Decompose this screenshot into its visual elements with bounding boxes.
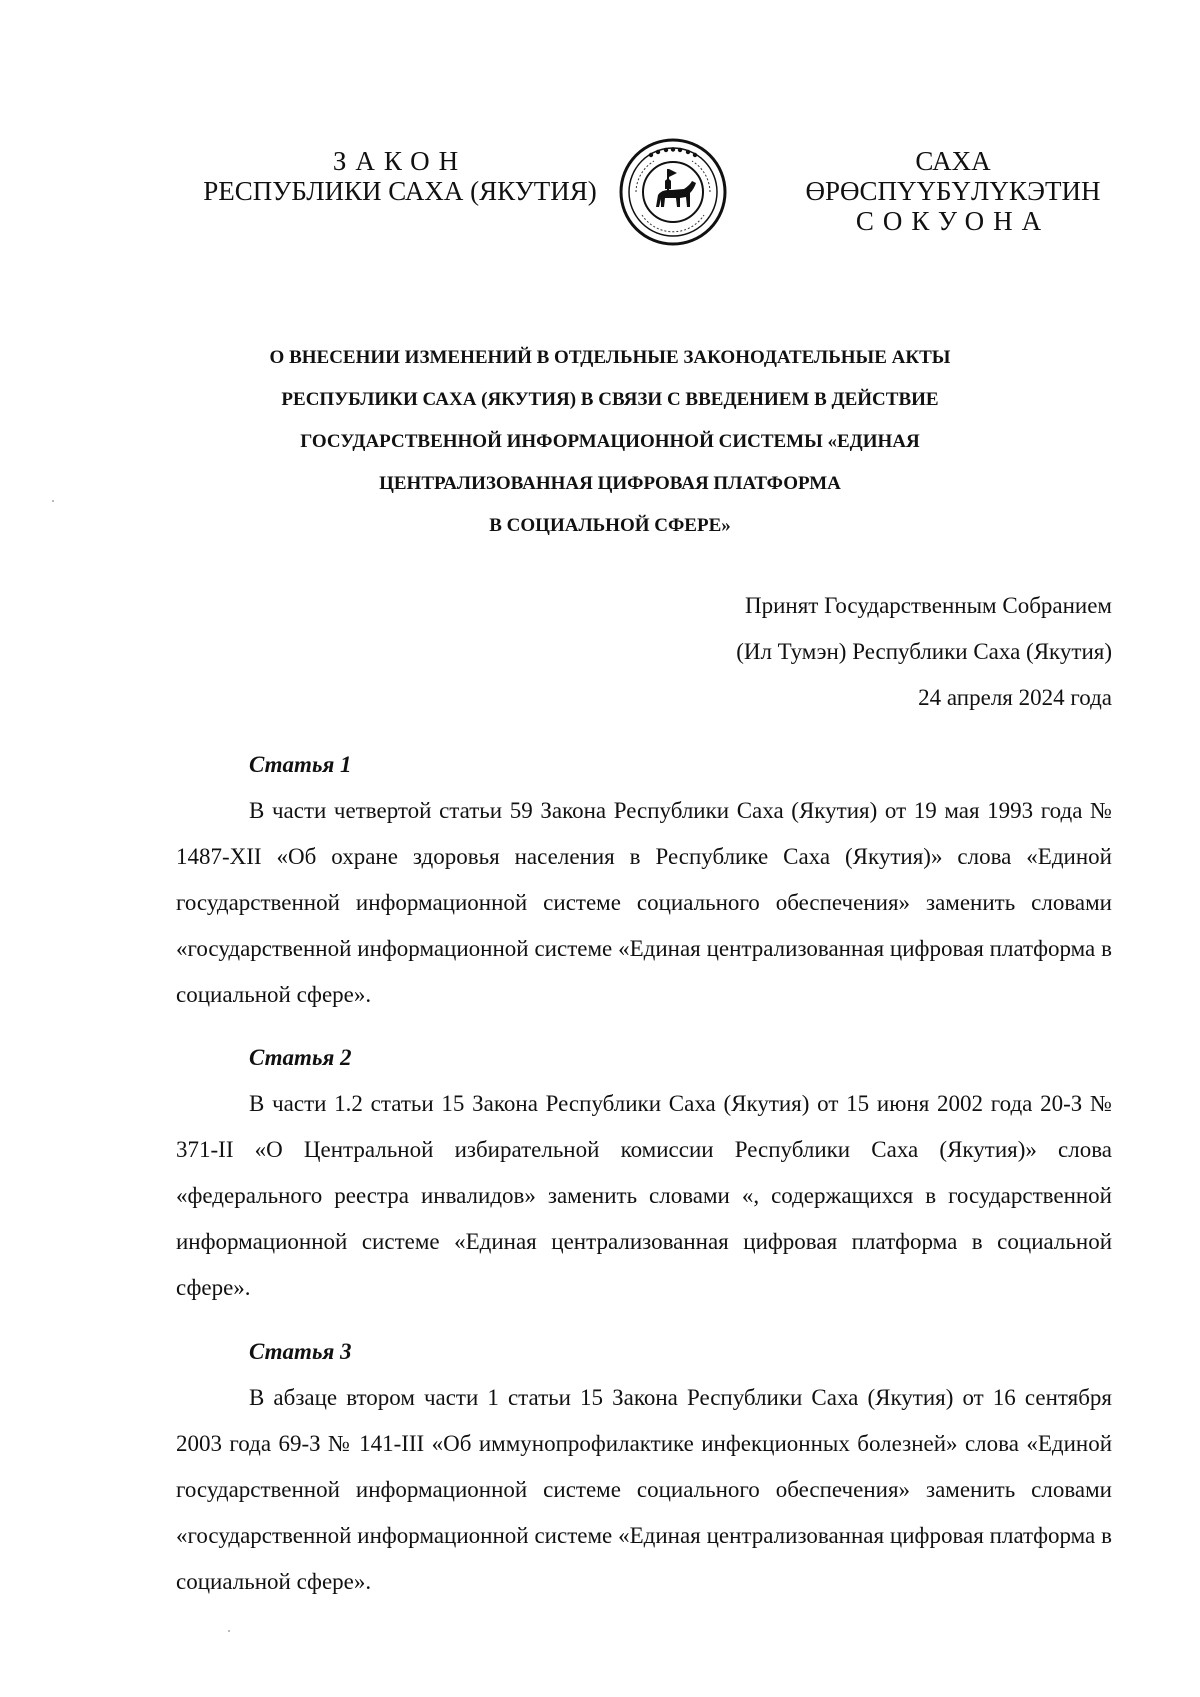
header-yakut-law-word: СОКУОНА [855,206,1051,236]
title-line: О ВНЕСЕНИИ ИЗМЕНЕНИЙ В ОТДЕЛЬНЫЕ ЗАКОНОДАТЕЛЬНЫЕ АКТЫ [269,347,951,368]
header-republic-name: РЕСПУБЛИКИ САХА (ЯКУТИЯ) [203,176,597,206]
title-line: В СОЦИАЛЬНОЙ СФЕРЕ» [489,515,731,536]
article-2 [176,1035,1112,1311]
article-heading: Статья 1 [249,752,352,777]
adoption-info [512,583,1112,721]
title-line: РЕСПУБЛИКИ САХА (ЯКУТИЯ) В СВЯЗИ С ВВЕДЕНИЕМ В ДЕЙСТВИЕ [281,389,939,410]
article-heading: Статья 2 [249,1045,352,1070]
adoption-line: Принят Государственным Собранием [744,593,1112,618]
adoption-date: 24 апреля 2024 года [918,685,1112,710]
document-title [230,337,990,547]
scan-artifact [52,500,54,502]
article-text: В части 1.2 статьи 15 Закона Республики Саха (Якутия) от 15 июня 2002 года 20-З № 371-II «О Центральной избирательной комиссии Республики Саха (Якутия)» слова «федерального реестра инвалидов» заменить словами «, содержащихся в государственной информационной системе «Единая централизованная цифровая платформа в социальной сфере». [176,1091,1112,1300]
article-text: В абзаце втором части 1 статьи 15 Закона Республики Саха (Якутия) от 16 сентября 2003 года 69-З № 141-III «Об иммунопрофилактике инфекционных болезней» слова «Единой государственной информационной системе социального обеспечения» заменить словами «государственной информационной системе «Единая централизованная цифровая платформа в социальной сфере». [176,1385,1112,1594]
title-line: ГОСУДАРСТВЕННОЙ ИНФОРМАЦИОННОЙ СИСТЕМЫ «ЕДИНАЯ [300,431,920,452]
article-1 [176,742,1112,1018]
scan-artifact [228,1630,230,1632]
adoption-line: (Ил Тумэн) Республики Саха (Якутия) [736,639,1112,664]
title-line: ЦЕНТРАЛИЗОВАННАЯ ЦИФРОВАЯ ПЛАТФОРМА [379,473,841,494]
header-yakut-republic: САХА ӨРӨСПҮҮБҮЛҮКЭТИН [805,146,1101,206]
article-text: В части четвертой статьи 59 Закона Республики Саха (Якутия) от 19 мая 1993 года № 1487-XII «Об охране здоровья населения в Республике Саха (Якутия)» слова «Единой государственной информационной системе социального обеспечения» заменить словами «государственной информационной системе «Единая централизованная цифровая платформа в социальной сфере». [176,798,1112,1007]
article-heading: Статья 3 [249,1339,352,1364]
header-law-word: ЗАКОН [332,146,468,176]
article-3 [176,1329,1112,1605]
coat-of-arms-icon [618,137,728,247]
header-left [200,146,600,206]
header-right [768,146,1138,236]
